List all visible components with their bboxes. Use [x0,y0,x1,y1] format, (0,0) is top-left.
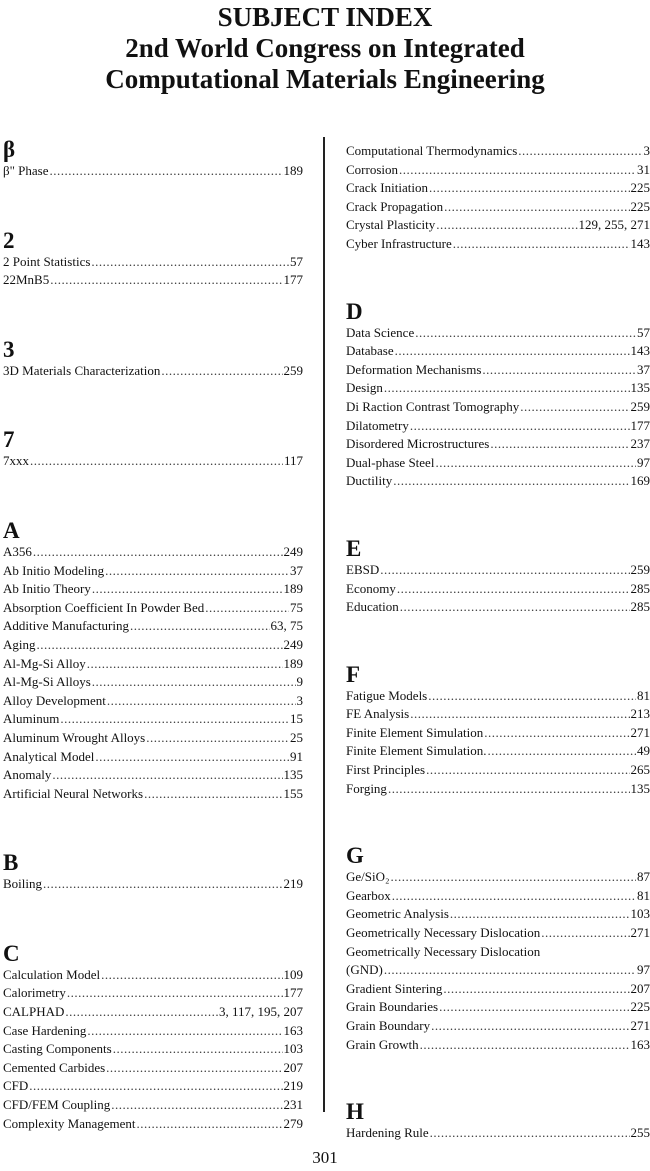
index-term: Dilatometry [346,417,409,433]
dot-leader [420,1036,630,1055]
dot-leader [384,961,636,980]
index-entry [3,599,303,618]
dot-leader [436,216,577,235]
section-letter: D [346,298,363,324]
index-entry [346,472,650,491]
section-gap [3,380,303,428]
page-reference: 31 [637,161,650,177]
index-entry [346,417,650,436]
dot-leader [50,271,282,290]
index-term: Cyber Infrastructure [346,235,452,251]
index-entry [346,342,650,361]
dot-leader [397,580,630,599]
left-column [3,138,303,1133]
dot-leader [29,1077,282,1096]
page-reference: 271 [630,1018,650,1033]
dot-leader [490,435,629,454]
dot-leader [435,454,636,473]
page-reference: 87 [637,869,650,885]
index-entry [346,179,650,198]
section-gap [3,290,303,338]
index-term: CALPHAD [3,1004,65,1020]
index-term: Ab Initio Modeling [3,562,105,578]
page-reference: 81 [637,887,650,903]
page-reference: 135 [630,380,650,396]
index-entry [346,724,650,743]
index-entry [346,705,650,724]
index-entry [346,324,650,343]
index-term: Forging [346,780,387,796]
dot-leader [443,980,629,999]
page-reference: 57 [290,253,303,269]
index-entry [3,562,303,581]
page-reference: 57 [637,324,650,340]
dot-leader [415,324,636,343]
dot-leader [393,472,629,491]
index-term: Database [346,343,394,359]
dot-leader [388,780,630,799]
index-term: Aluminum [3,711,60,727]
page-reference: 219 [283,876,303,892]
column-divider [323,137,325,1112]
page-reference: 271 [630,724,650,740]
page-reference: 3 [296,692,303,708]
dot-leader [391,868,636,887]
index-term: Calculation Model [3,966,101,982]
index-entry [346,142,650,161]
index-entry [3,692,303,711]
index-term: Geometrically Necessary Dislocation [346,943,541,959]
index-section [346,1100,650,1143]
dot-leader [161,362,282,381]
index-entry [346,435,650,454]
dot-leader [520,398,629,417]
index-entry [3,1077,303,1096]
dot-leader [444,198,629,217]
page-reference: 189 [283,581,303,597]
dot-leader [52,766,282,785]
index-term: Ductility [346,473,393,489]
page-reference: 225 [630,180,650,196]
dot-leader [33,543,283,562]
index-entry [346,379,650,398]
dot-leader [92,673,296,692]
section-letter: G [346,843,364,869]
page-reference: 143 [630,343,650,359]
section-letter: β [3,137,16,162]
index-term: β" Phase [3,163,49,178]
index-term: Gearbox [346,887,391,903]
index-entry [346,998,650,1017]
index-term: Alloy Development [3,692,106,708]
index-entry [3,580,303,599]
index-term: Crack Initiation [346,180,428,196]
index-term: Economy [346,580,396,596]
index-entry [3,673,303,692]
index-entry [346,742,650,761]
index-term: 22MnB5 [3,272,50,288]
page-reference: 177 [283,985,303,1001]
page-reference: 207 [283,1059,303,1075]
index-term: Grain Growth [346,1036,419,1052]
index-term: Artificial Neural Networks [3,785,144,801]
page-reference: 81 [637,687,650,703]
page-reference: 63, 75 [270,618,303,634]
index-term: Absorption Coefficient In Powder Bed [3,599,205,615]
page-reference: 103 [630,906,650,922]
index-entry [3,766,303,785]
index-term: Aging [3,636,36,652]
index-entry [346,598,650,617]
index-term: (GND) [346,962,383,978]
index-entry [3,875,303,894]
page-reference: 285 [630,580,650,596]
index-entry [3,710,303,729]
dot-leader [487,742,636,761]
index-entry [3,543,303,562]
index-entry [3,1059,303,1078]
index-term: Design [346,380,383,396]
title-line-2: 2nd World Congress on Integrated [125,33,525,63]
index-entry [3,617,303,636]
section-letter: E [346,535,362,561]
index-term: A356 [3,543,32,559]
index-section [3,519,303,803]
index-term: Deformation Mechanisms [346,361,482,377]
index-term: Al-Mg-Si Alloys [3,674,91,690]
page-reference: 135 [283,767,303,783]
section-gap [3,803,303,851]
page-reference: 237 [630,436,650,452]
page-reference: 259 [630,561,650,577]
page-reference: 177 [283,272,303,288]
index-entry [346,961,650,980]
page-reference: 49 [637,743,650,759]
index-term: Geometric Analysis [346,906,449,922]
page-reference: 97 [637,962,650,978]
page-reference: 259 [283,362,303,378]
section-gap [3,471,303,519]
section-gap [3,894,303,942]
index-section [3,138,303,181]
page-reference: 163 [283,1022,303,1038]
section-letter: H [346,1099,364,1125]
index-term: Finite Element Simulation. [346,743,487,759]
index-term: Corrosion [346,161,398,177]
page-reference: 249 [283,543,303,559]
dot-leader [113,1040,283,1059]
page-reference: 265 [630,762,650,778]
index-entry [346,361,650,380]
index-term: Calorimetry [3,985,66,1001]
dot-leader [384,379,630,398]
page-reference: 3 [643,143,650,158]
index-term: Cemented Carbides [3,1059,106,1075]
index-entry [346,761,650,780]
index-entry [346,905,650,924]
index-entry [346,924,650,943]
index-entry [3,1115,303,1134]
index-entry [3,984,303,1003]
index-term: Finite Element Simulation [346,724,484,740]
index-entry [346,580,650,599]
dot-leader [60,710,289,729]
index-section [3,428,303,471]
page-reference: 169 [630,473,650,489]
page-reference: 163 [630,1036,650,1052]
index-section [346,844,650,1054]
dot-leader [137,1115,283,1134]
index-term: Grain Boundary [346,1018,431,1033]
index-entry [346,887,650,906]
index-term: Boiling [3,876,43,892]
page-reference: 37 [637,361,650,377]
title-line-1: SUBJECT INDEX [217,2,433,32]
index-entry [3,655,303,674]
index-term: Ge/SiO₂ [346,869,390,885]
page-reference: 285 [630,599,650,615]
index-term: Complexity Management [3,1115,136,1131]
page-reference: 97 [637,454,650,470]
page-reference: 225 [630,999,650,1015]
index-section [3,851,303,894]
index-term: Crystal Plasticity [346,217,436,233]
index-term: Disordered Microstructures [346,436,490,452]
index-term: Ab Initio Theory [3,581,91,597]
index-term: Crack Propagation [346,198,444,214]
section-letter: C [3,940,20,966]
right-column [346,142,650,1143]
index-entry [3,729,303,748]
index-term: Grain Boundaries [346,999,439,1015]
index-section [3,338,303,381]
index-entry [346,561,650,580]
page-title [0,2,650,95]
index-entry [3,452,303,471]
page-reference: 279 [283,1115,303,1131]
page-reference: 249 [283,636,303,652]
index-term: Computational Thermodynamics [346,143,518,158]
section-letter: F [346,661,361,687]
dot-leader [410,417,630,436]
page-reference: 271 [630,925,650,941]
dot-leader [101,966,282,985]
index-section [346,663,650,799]
dot-leader [439,998,629,1017]
section-gap [346,254,650,300]
index-entry [346,454,650,473]
dot-leader [91,253,289,272]
page-reference: 15 [290,711,303,727]
index-section [3,229,303,290]
page-reference: 213 [630,706,650,722]
index-section [346,300,650,491]
dot-leader [453,235,630,254]
page-reference: 155 [283,785,303,801]
index-entry [346,1124,650,1143]
index-term: Data Science [346,324,415,340]
index-term: Geometrically Necessary Dislocation [346,925,541,941]
index-entry [346,198,650,217]
index-entry [3,748,303,767]
dot-leader [429,179,630,198]
index-term: CFD [3,1078,29,1094]
page-number: 301 [312,1148,338,1167]
dot-leader [430,1124,630,1143]
page-reference: 225 [630,198,650,214]
index-entry [3,271,303,290]
index-term: FE Analysis [346,706,410,722]
page-reference: 9 [296,674,303,690]
dot-leader [428,687,636,706]
page-reference: 189 [283,655,303,671]
dot-leader [426,761,629,780]
index-term: Di Raction Contrast Tomography [346,398,520,414]
index-entry [3,785,303,804]
page-reference: 117 [283,453,303,469]
index-entry [3,1040,303,1059]
index-term: Additive Manufacturing [3,618,129,634]
page-reference: 231 [283,1097,303,1113]
dot-leader [50,162,283,181]
index-term: Dual-phase Steel [346,454,435,470]
page-reference: 75 [290,599,303,615]
index-section [346,537,650,617]
index-term: Al-Mg-Si Alloy [3,655,86,671]
section-gap [346,617,650,663]
page-reference: 37 [290,562,303,578]
dot-leader [380,561,629,580]
dot-leader [105,562,289,581]
index-entry [346,868,650,887]
page-reference: 259 [630,398,650,414]
dot-leader [107,692,296,711]
index-term: Gradient Sintering [346,980,443,996]
section-letter: 3 [3,336,15,362]
index-entry [346,780,650,799]
dot-leader [395,342,630,361]
index-entry [3,636,303,655]
dot-leader [518,142,642,161]
dot-leader [205,599,289,618]
index-term: 3D Materials Characterization [3,362,161,378]
index-term: Anomaly [3,767,52,783]
index-term: Education [346,599,399,615]
index-term: EBSD [346,561,380,577]
dot-leader [431,1017,629,1036]
index-term: Aluminum Wrought Alloys [3,729,146,745]
page-reference: 129, 255, 271 [578,217,650,233]
index-entry [3,253,303,272]
index-term: Fatigue Models [346,687,428,703]
dot-leader [484,724,629,743]
dot-leader [482,361,636,380]
dot-leader [92,580,283,599]
index-entry [346,216,650,235]
index-term: 2 Point Statistics [3,253,91,269]
index-entry [346,161,650,180]
dot-leader [106,1059,282,1078]
page-reference: 207 [630,980,650,996]
index-entry [346,687,650,706]
section-gap [346,491,650,537]
section-gap [3,181,303,229]
page-reference: 135 [630,780,650,796]
index-term: 7xxx [3,453,29,469]
index-term: First Principles [346,762,426,778]
index-entry [346,1017,650,1036]
page-reference: 143 [630,235,650,251]
index-section [346,142,650,254]
index-entry [346,398,650,417]
section-letter: A [3,517,20,543]
dot-leader [130,617,270,636]
page-reference: 255 [630,1125,650,1141]
index-term: CFD/FEM Coupling [3,1097,111,1113]
page-reference: 3, 117, 195, 207 [218,1004,303,1020]
section-letter: 2 [3,227,15,253]
index-section [3,942,303,1133]
dot-leader [410,705,629,724]
index-entry [346,235,650,254]
page-reference: 109 [283,966,303,982]
title-line-3: Computational Materials Engineering [105,64,545,94]
dot-leader [450,905,630,924]
section-letter: 7 [3,427,15,453]
dot-leader [146,729,289,748]
dot-leader [400,598,630,617]
section-gap [346,798,650,844]
dot-leader [95,748,289,767]
dot-leader [541,924,629,943]
dot-leader [65,1003,218,1022]
dot-leader [144,785,282,804]
dot-leader [67,984,283,1003]
index-term: Casting Components [3,1041,112,1057]
dot-leader [43,875,282,894]
index-entry [3,1003,303,1022]
page-reference: 189 [283,163,303,178]
index-entry [346,980,650,999]
index-entry [3,362,303,381]
dot-leader [392,887,636,906]
index-entry [3,1096,303,1115]
index-term: Hardening Rule [346,1125,429,1141]
dot-leader [87,655,283,674]
section-gap [346,1054,650,1100]
dot-leader [111,1096,282,1115]
page-reference: 25 [290,729,303,745]
page-reference: 177 [630,417,650,433]
dot-leader [30,452,283,471]
dot-leader [87,1022,282,1041]
index-entry [346,1036,650,1055]
section-letter: B [3,850,19,876]
page-reference: 103 [283,1041,303,1057]
index-term: Analytical Model [3,748,95,764]
index-entry [3,966,303,985]
index-entry [3,162,303,181]
dot-leader [37,636,283,655]
index-entry [3,1022,303,1041]
page-reference: 91 [290,748,303,764]
index-term: Case Hardening [3,1022,87,1038]
dot-leader [399,161,636,180]
page-reference: 219 [283,1078,303,1094]
